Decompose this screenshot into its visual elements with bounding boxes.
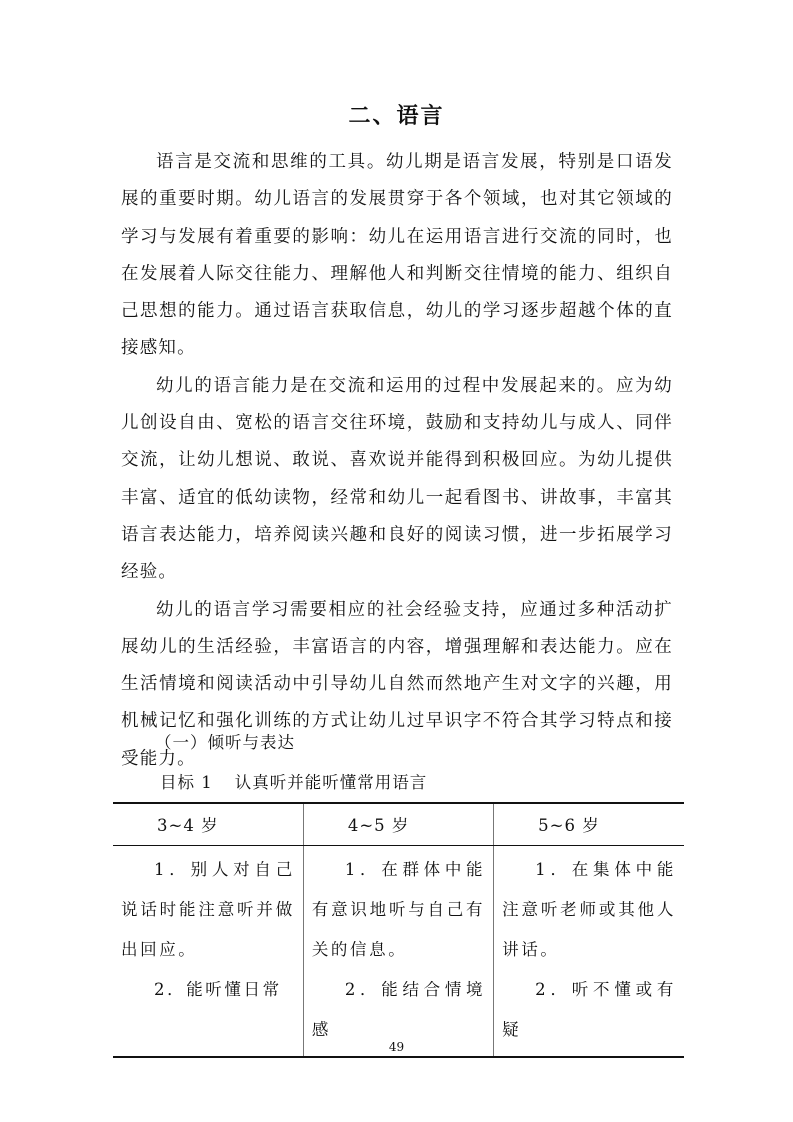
paragraph: 语言是交流和思维的工具。幼儿期是语言发展，特别是口语发展的重要时期。幼儿语言的发展贯穿于各个领域，也对其它领域的学习与发展有着重要的影响：幼儿在运用语言进行交流的同时，也在发展着人际交往能力、理解他人和判断交往情境的能力、组织自己思想的能力。通过语言获取信息，幼儿的学习逐步超越个体的直接感知。 — [121, 152, 673, 359]
table-cell-item: 2．听不懂或有疑 — [502, 979, 676, 1039]
table-header-row — [113, 803, 684, 845]
paragraph: 幼儿的语言学习需要相应的社会经验支持，应通过多种活动扩展幼儿的生活经验，丰富语言的内容，增强理解和表达能力。应在生活情境和阅读活动中引导幼儿自然而然地产生对文字的兴趣，用机械记忆和强化训练的方式让幼儿过早识字不符合其学习特点和接受能力。 — [121, 599, 673, 769]
table-cell-item: 1．在集体中能注意听老师或其他人讲话。 — [502, 859, 676, 959]
body-text — [121, 144, 673, 778]
table-cell-item: 1．别人对自己说话时能注意听并做出回应。 — [121, 859, 295, 959]
age-goals-table — [113, 802, 684, 1058]
table-header-age-5-6: 5~6 岁 — [494, 803, 684, 845]
table-cell-item: 2．能听懂日常 — [154, 979, 282, 999]
table-cell-age-4-5 — [303, 845, 493, 1057]
section-heading: （一）倾听与表达 — [155, 733, 295, 752]
goal-heading — [160, 768, 427, 798]
page-number: 49 — [388, 1040, 405, 1054]
table-cell-age-3-4 — [113, 845, 303, 1057]
table-cell-item: 1．在群体中能有意识地听与自己有关的信息。 — [311, 859, 486, 959]
goal-text: 认真听并能听懂常用语言 — [234, 773, 428, 792]
goal-label: 目标 1 — [160, 773, 213, 792]
table-header-age-4-5: 4~5 岁 — [303, 803, 493, 845]
table-row — [113, 845, 684, 1057]
table-header-age-3-4: 3~4 岁 — [113, 803, 303, 845]
paragraph: 幼儿的语言能力是在交流和运用的过程中发展起来的。应为幼儿创设自由、宽松的语言交往环境，鼓励和支持幼儿与成人、同伴交流，让幼儿想说、敢说、喜欢说并能得到积极回应。为幼儿提供丰富、适宜的低幼读物，经常和幼儿一起看图书、讲故事，丰富其语言表达能力，培养阅读兴趣和良好的阅读习惯，进一步拓展学习经验。 — [121, 375, 673, 583]
page-title: 二、语言 — [348, 104, 445, 129]
table-cell-item: 2．能结合情境感 — [311, 979, 486, 1039]
table-cell-age-5-6 — [494, 845, 684, 1057]
